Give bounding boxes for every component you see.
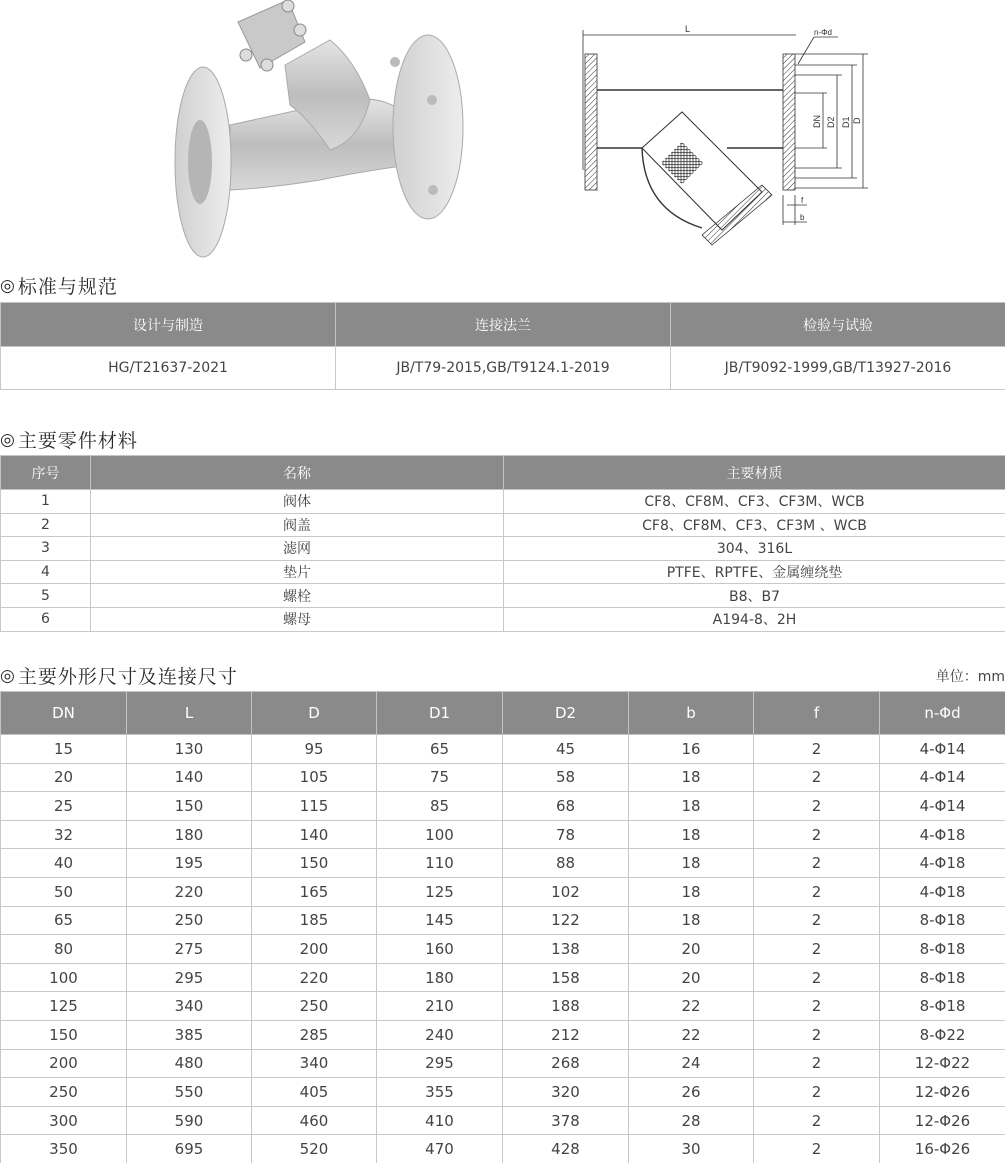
cell-name: 螺栓 (91, 584, 504, 608)
cell-f: 2 (754, 1106, 880, 1135)
cell-n-phi-d: 8-Φ18 (880, 992, 1005, 1021)
table-row (1, 513, 1005, 537)
header-name: 名称 (91, 456, 504, 490)
cell-b: 24 (629, 1049, 754, 1078)
cell-no: 2 (1, 513, 91, 537)
cell-b: 18 (629, 906, 754, 935)
cell-b: 16 (629, 735, 754, 764)
cell-d2: 58 (503, 763, 629, 792)
cell-d1: 240 (377, 1020, 503, 1049)
cell-d1: 125 (377, 877, 503, 906)
cell-f: 2 (754, 820, 880, 849)
product-photo (170, 0, 470, 262)
table-row (1, 735, 1005, 764)
cell-dn: 20 (1, 763, 127, 792)
table-row (1, 792, 1005, 821)
cell-design-standard: HG/T21637-2021 (1, 347, 336, 390)
cell-d1: 180 (377, 963, 503, 992)
cell-d: 250 (252, 992, 377, 1021)
cell-material: B8、B7 (504, 584, 1005, 608)
parts-header-row (1, 456, 1005, 490)
svg-text:D1: D1 (841, 116, 851, 128)
table-row (1, 935, 1005, 964)
cell-l: 340 (127, 992, 252, 1021)
table-row (1, 560, 1005, 584)
cell-d2: 188 (503, 992, 629, 1021)
cell-dn: 150 (1, 1020, 127, 1049)
cell-dn: 100 (1, 963, 127, 992)
cell-l: 130 (127, 735, 252, 764)
svg-text:D: D (852, 117, 862, 124)
cell-dn: 200 (1, 1049, 127, 1078)
header-b: b (629, 692, 754, 735)
cell-no: 1 (1, 490, 91, 514)
cell-d: 200 (252, 935, 377, 964)
cell-b: 18 (629, 849, 754, 878)
cell-d2: 88 (503, 849, 629, 878)
cell-dn: 80 (1, 935, 127, 964)
y-strainer-section-diagram-icon (572, 20, 872, 265)
cell-l: 550 (127, 1078, 252, 1107)
cell-d1: 85 (377, 792, 503, 821)
dimensions-table (0, 691, 1005, 1163)
cell-n-phi-d: 16-Φ26 (880, 1135, 1005, 1163)
cell-dn: 25 (1, 792, 127, 821)
table-row (1, 1020, 1005, 1049)
header-d: D (252, 692, 377, 735)
standards-header-row (1, 303, 1005, 347)
svg-text:n-Φd: n-Φd (814, 28, 832, 37)
cell-b: 18 (629, 792, 754, 821)
cell-d: 220 (252, 963, 377, 992)
bullseye-icon: ◎ (0, 275, 16, 296)
cell-d2: 138 (503, 935, 629, 964)
cell-d1: 100 (377, 820, 503, 849)
cell-no: 4 (1, 560, 91, 584)
header-no: 序号 (1, 456, 91, 490)
table-row (1, 347, 1005, 390)
cell-b: 18 (629, 877, 754, 906)
cell-b: 18 (629, 820, 754, 849)
cell-d2: 102 (503, 877, 629, 906)
cell-d: 95 (252, 735, 377, 764)
cell-name: 垫片 (91, 560, 504, 584)
cell-l: 195 (127, 849, 252, 878)
dimensions-section-title (0, 662, 238, 689)
cell-dn: 32 (1, 820, 127, 849)
cell-f: 2 (754, 1135, 880, 1163)
cell-b: 28 (629, 1106, 754, 1135)
svg-text:f: f (801, 196, 804, 205)
table-row (1, 763, 1005, 792)
header-l: L (127, 692, 252, 735)
cell-d: 165 (252, 877, 377, 906)
cell-d2: 268 (503, 1049, 629, 1078)
cell-dn: 50 (1, 877, 127, 906)
cell-d1: 210 (377, 992, 503, 1021)
cell-d: 285 (252, 1020, 377, 1049)
cell-l: 385 (127, 1020, 252, 1049)
cell-n-phi-d: 8-Φ18 (880, 963, 1005, 992)
cell-d2: 158 (503, 963, 629, 992)
cell-b: 22 (629, 992, 754, 1021)
dimensions-table-body (1, 735, 1005, 1163)
table-row (1, 963, 1005, 992)
header-n-phi-d: n-Φd (880, 692, 1005, 735)
cell-b: 22 (629, 1020, 754, 1049)
cell-n-phi-d: 8-Φ18 (880, 935, 1005, 964)
cell-n-phi-d: 4-Φ14 (880, 763, 1005, 792)
cell-f: 2 (754, 935, 880, 964)
table-row (1, 1078, 1005, 1107)
cell-d1: 75 (377, 763, 503, 792)
cell-dn: 350 (1, 1135, 127, 1163)
cell-d2: 122 (503, 906, 629, 935)
table-row (1, 584, 1005, 608)
table-row (1, 1135, 1005, 1163)
cell-l: 180 (127, 820, 252, 849)
cell-dn: 125 (1, 992, 127, 1021)
cell-n-phi-d: 12-Φ22 (880, 1049, 1005, 1078)
bullseye-icon: ◎ (0, 665, 16, 686)
cell-material: PTFE、RPTFE、金属缠绕垫 (504, 560, 1005, 584)
cell-d: 520 (252, 1135, 377, 1163)
standards-title-text: 标准与规范 (17, 276, 118, 298)
cell-dn: 300 (1, 1106, 127, 1135)
svg-text:D2: D2 (826, 116, 836, 128)
cell-f: 2 (754, 1020, 880, 1049)
cell-l: 480 (127, 1049, 252, 1078)
header-dn: DN (1, 692, 127, 735)
header-d2: D2 (503, 692, 629, 735)
cell-l: 220 (127, 877, 252, 906)
cell-test-standard: JB/T9092-1999,GB/T13927-2016 (671, 347, 1005, 390)
table-row (1, 820, 1005, 849)
technical-drawing (572, 20, 872, 265)
cell-d1: 355 (377, 1078, 503, 1107)
cell-d: 105 (252, 763, 377, 792)
cell-l: 695 (127, 1135, 252, 1163)
cell-d2: 320 (503, 1078, 629, 1107)
table-row (1, 1106, 1005, 1135)
cell-dn: 40 (1, 849, 127, 878)
cell-n-phi-d: 4-Φ18 (880, 820, 1005, 849)
cell-name: 阀盖 (91, 513, 504, 537)
cell-flange-standard: JB/T79-2015,GB/T9124.1-2019 (336, 347, 671, 390)
cell-d: 405 (252, 1078, 377, 1107)
cell-d2: 428 (503, 1135, 629, 1163)
bullseye-icon: ◎ (0, 429, 16, 450)
table-row (1, 537, 1005, 561)
svg-text:DN: DN (812, 115, 822, 128)
cell-dn: 250 (1, 1078, 127, 1107)
cell-d1: 110 (377, 849, 503, 878)
unit-label: 单位：mm (935, 669, 1005, 685)
cell-f: 2 (754, 792, 880, 821)
cell-d: 340 (252, 1049, 377, 1078)
cell-n-phi-d: 4-Φ14 (880, 792, 1005, 821)
standards-section-title (0, 272, 118, 299)
cell-f: 2 (754, 763, 880, 792)
cell-n-phi-d: 8-Φ22 (880, 1020, 1005, 1049)
cell-no: 3 (1, 537, 91, 561)
header-f: f (754, 692, 880, 735)
cell-b: 18 (629, 763, 754, 792)
cell-d1: 145 (377, 906, 503, 935)
table-row (1, 849, 1005, 878)
cell-d2: 78 (503, 820, 629, 849)
cell-dn: 15 (1, 735, 127, 764)
cell-b: 20 (629, 935, 754, 964)
cell-name: 螺母 (91, 607, 504, 631)
cell-material: A194-8、2H (504, 607, 1005, 631)
table-row (1, 1049, 1005, 1078)
cell-name: 滤网 (91, 537, 504, 561)
cell-f: 2 (754, 849, 880, 878)
header-design-manufacture: 设计与制造 (1, 303, 336, 347)
cell-name: 阀体 (91, 490, 504, 514)
cell-d: 140 (252, 820, 377, 849)
cell-material: CF8、CF8M、CF3、CF3M 、WCB (504, 513, 1005, 537)
cell-d1: 410 (377, 1106, 503, 1135)
svg-text:b: b (800, 213, 805, 222)
cell-d2: 212 (503, 1020, 629, 1049)
table-row (1, 877, 1005, 906)
table-row (1, 490, 1005, 514)
header-connection-flange: 连接法兰 (336, 303, 671, 347)
cell-f: 2 (754, 1049, 880, 1078)
cell-l: 140 (127, 763, 252, 792)
cell-b: 20 (629, 963, 754, 992)
cell-d1: 65 (377, 735, 503, 764)
cell-d1: 160 (377, 935, 503, 964)
standards-table (0, 302, 1005, 390)
svg-text:L: L (685, 24, 691, 34)
header-material: 主要材质 (504, 456, 1005, 490)
cell-d: 115 (252, 792, 377, 821)
cell-dn: 65 (1, 906, 127, 935)
cell-f: 2 (754, 992, 880, 1021)
cell-f: 2 (754, 877, 880, 906)
cell-n-phi-d: 8-Φ18 (880, 906, 1005, 935)
cell-l: 250 (127, 906, 252, 935)
parts-title-text: 主要零件材料 (17, 430, 138, 452)
parts-section-title (0, 426, 138, 453)
cell-n-phi-d: 12-Φ26 (880, 1078, 1005, 1107)
table-row (1, 607, 1005, 631)
cell-d1: 295 (377, 1049, 503, 1078)
cell-d: 460 (252, 1106, 377, 1135)
parts-table (0, 455, 1005, 632)
cell-d: 150 (252, 849, 377, 878)
cell-d2: 68 (503, 792, 629, 821)
table-row (1, 992, 1005, 1021)
cell-d: 185 (252, 906, 377, 935)
cell-f: 2 (754, 1078, 880, 1107)
cell-n-phi-d: 4-Φ18 (880, 849, 1005, 878)
cell-f: 2 (754, 906, 880, 935)
cell-l: 590 (127, 1106, 252, 1135)
cell-n-phi-d: 12-Φ26 (880, 1106, 1005, 1135)
cell-n-phi-d: 4-Φ18 (880, 877, 1005, 906)
cell-f: 2 (754, 963, 880, 992)
cell-no: 5 (1, 584, 91, 608)
header-d1: D1 (377, 692, 503, 735)
cell-d1: 470 (377, 1135, 503, 1163)
dimensions-title-text: 主要外形尺寸及连接尺寸 (17, 666, 238, 688)
cell-material: CF8、CF8M、CF3、CF3M、WCB (504, 490, 1005, 514)
cell-material: 304、316L (504, 537, 1005, 561)
cell-no: 6 (1, 607, 91, 631)
cell-l: 295 (127, 963, 252, 992)
dimensions-header-row (1, 692, 1005, 735)
cell-b: 30 (629, 1135, 754, 1163)
header-inspection-test: 检验与试验 (671, 303, 1005, 347)
y-strainer-photo-icon (170, 0, 470, 262)
table-row (1, 906, 1005, 935)
cell-d2: 45 (503, 735, 629, 764)
cell-l: 275 (127, 935, 252, 964)
cell-f: 2 (754, 735, 880, 764)
cell-d2: 378 (503, 1106, 629, 1135)
cell-l: 150 (127, 792, 252, 821)
cell-b: 26 (629, 1078, 754, 1107)
cell-n-phi-d: 4-Φ14 (880, 735, 1005, 764)
